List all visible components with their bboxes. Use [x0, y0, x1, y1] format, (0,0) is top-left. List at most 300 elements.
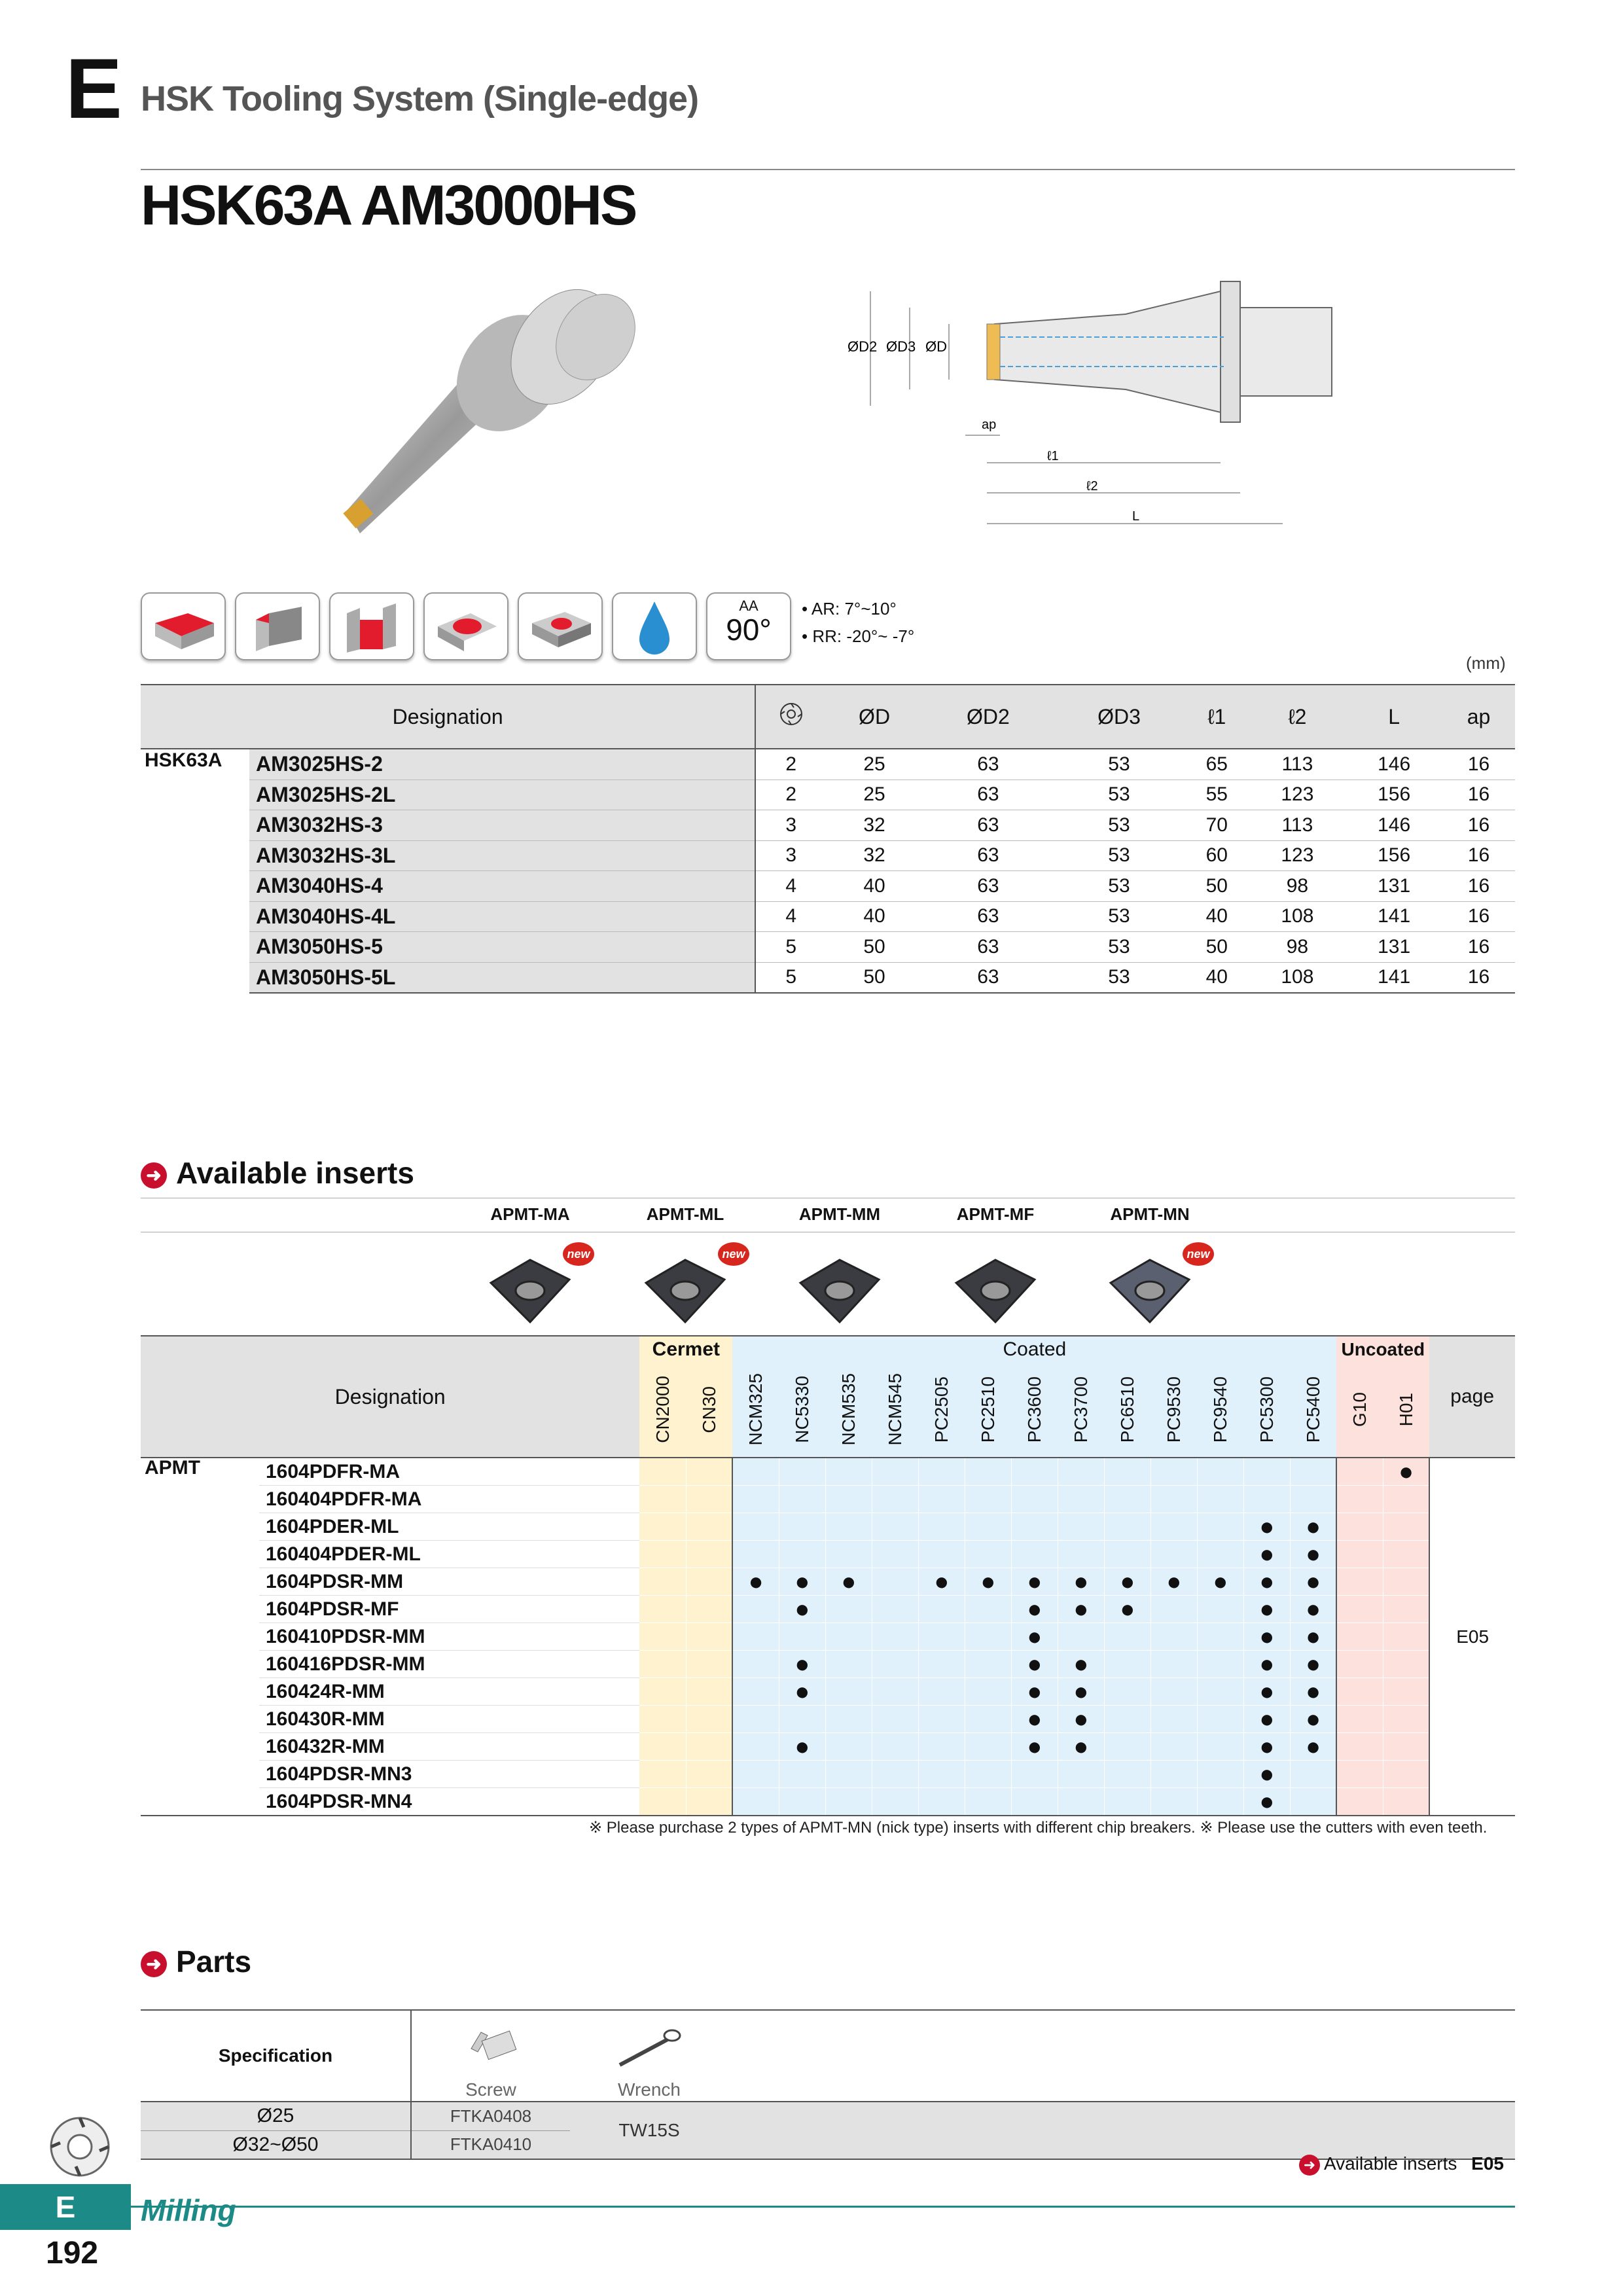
holder-photo	[321, 275, 668, 537]
spec-cell-d3: 53	[1054, 810, 1185, 841]
grade-cell	[1336, 1706, 1383, 1733]
insert-row	[141, 1568, 1515, 1596]
spec-cell-d2: 63	[923, 840, 1054, 871]
grade-cell	[965, 1458, 1011, 1486]
grade-cell	[825, 1678, 872, 1706]
spec-cell-z: 3	[755, 810, 826, 841]
grade-cell	[965, 1541, 1011, 1568]
approach-angle-box	[706, 592, 791, 660]
grade-cell	[1336, 1788, 1383, 1816]
grade-cell	[639, 1568, 686, 1596]
arrow-icon: ➜	[141, 1162, 167, 1189]
grade-cell: ●	[1011, 1651, 1058, 1678]
grade-cell	[1383, 1568, 1429, 1596]
grade-cell	[686, 1568, 732, 1596]
spec-row	[141, 810, 1515, 841]
grade-cell	[825, 1541, 872, 1568]
grade-cell	[732, 1651, 779, 1678]
grade-cell	[1383, 1596, 1429, 1623]
grade-cell	[686, 1623, 732, 1651]
parts-title-text: Parts	[176, 1945, 252, 1979]
insert-grade-table	[141, 1335, 1515, 1816]
grade-cell	[686, 1788, 732, 1816]
grade-header	[732, 1362, 779, 1458]
insert-type-labels	[141, 1204, 1515, 1230]
grade-cell: ●	[779, 1568, 825, 1596]
grade-cell	[1058, 1788, 1104, 1816]
arrow-icon: ➜	[141, 1951, 167, 1977]
grade-cell	[639, 1513, 686, 1541]
parts-wrench: TW15S	[618, 2120, 680, 2140]
grade-header	[639, 1362, 686, 1458]
grade-cell	[1197, 1733, 1243, 1761]
grade-cell	[918, 1486, 965, 1513]
insert-row	[141, 1623, 1515, 1651]
grade-cell	[825, 1706, 872, 1733]
grade-cell	[639, 1733, 686, 1761]
side-milling-icon	[329, 592, 414, 660]
grade-cell	[825, 1458, 872, 1486]
spec-row	[141, 932, 1515, 963]
spec-cell-d2: 63	[923, 810, 1054, 841]
grade-cell	[825, 1596, 872, 1623]
angle-label: AA	[739, 598, 758, 614]
grade-cell	[686, 1706, 732, 1733]
arrow-icon: ➜	[1299, 2155, 1320, 2176]
spec-group-label: HSK63A	[145, 749, 223, 771]
spec-cell-ap: 16	[1442, 840, 1515, 871]
grade-cell	[1197, 1458, 1243, 1486]
spec-cell-d2: 63	[923, 932, 1054, 963]
insert-row	[141, 1596, 1515, 1623]
grade-cell	[965, 1733, 1011, 1761]
l2-label: ℓ2	[1086, 479, 1098, 493]
grade-cell	[965, 1486, 1011, 1513]
grade-cell	[1150, 1788, 1197, 1816]
parts-spec-2: Ø32~Ø50	[141, 2130, 411, 2159]
grade-cell	[965, 1678, 1011, 1706]
grade-cell	[1197, 1651, 1243, 1678]
grade-header	[965, 1362, 1011, 1458]
grade-header	[1383, 1362, 1429, 1458]
grade-cell	[1197, 1761, 1243, 1788]
spec-row	[141, 749, 1515, 780]
grade-cell	[1243, 1486, 1290, 1513]
grade-cell	[872, 1761, 918, 1788]
grade-cell	[872, 1541, 918, 1568]
grade-cell	[1336, 1513, 1383, 1541]
grade-cell	[1336, 1596, 1383, 1623]
grade-cell	[1197, 1678, 1243, 1706]
grade-cell: ●	[1290, 1706, 1336, 1733]
grade-cell	[732, 1596, 779, 1623]
grade-cell: ●	[1011, 1596, 1058, 1623]
grade-cell	[732, 1733, 779, 1761]
grade-cell	[965, 1788, 1011, 1816]
grade-cell	[639, 1761, 686, 1788]
grade-header	[1150, 1362, 1197, 1458]
grade-cell	[1383, 1761, 1429, 1788]
insert-designation: 160430R-MM	[259, 1706, 639, 1733]
spec-cell-l1: 55	[1185, 780, 1249, 810]
unit-label: (mm)	[1466, 653, 1506, 673]
od2-header: ØD2	[923, 685, 1054, 749]
grade-cell: ●	[1058, 1706, 1104, 1733]
spec-cell-l2: 108	[1249, 901, 1346, 932]
grade-cell	[1383, 1651, 1429, 1678]
grade-cell	[639, 1541, 686, 1568]
od3-header: ØD3	[1054, 685, 1185, 749]
grade-cell	[872, 1596, 918, 1623]
grade-cell: ●	[1058, 1568, 1104, 1596]
grade-cell	[825, 1761, 872, 1788]
spec-cell-ap: 16	[1442, 901, 1515, 932]
grade-cell	[779, 1623, 825, 1651]
insert-designation: 160424R-MM	[259, 1678, 639, 1706]
spec-cell-d3: 53	[1054, 962, 1185, 993]
screw-header	[411, 2010, 570, 2102]
spec-row	[141, 780, 1515, 810]
grade-cell: ●	[779, 1651, 825, 1678]
spec-cell-l2: 108	[1249, 962, 1346, 993]
grade-cell	[732, 1788, 779, 1816]
grade-cell	[872, 1513, 918, 1541]
grade-cell	[1104, 1651, 1150, 1678]
grade-cell	[918, 1623, 965, 1651]
grade-cell	[872, 1486, 918, 1513]
grade-cell	[965, 1623, 1011, 1651]
grade-cell	[686, 1486, 732, 1513]
insert-image	[781, 1237, 899, 1335]
grade-cell: ●	[1243, 1541, 1290, 1568]
grade-cell	[872, 1458, 918, 1486]
grade-cell: ●	[1243, 1761, 1290, 1788]
angle-value: 90°	[726, 613, 772, 647]
axial-rake: • AR: 7°~10°	[802, 599, 897, 619]
insert-row	[141, 1733, 1515, 1761]
grade-cell	[1336, 1458, 1383, 1486]
grade-cell	[1383, 1733, 1429, 1761]
grade-cell	[1011, 1513, 1058, 1541]
grade-cell	[686, 1513, 732, 1541]
grade-cell	[1243, 1458, 1290, 1486]
grade-cell	[1336, 1486, 1383, 1513]
grade-cell: ●	[1104, 1568, 1150, 1596]
grade-cell	[779, 1541, 825, 1568]
screw-icon	[461, 2022, 520, 2075]
grade-label: PC6510	[1116, 1376, 1137, 1443]
grade-cell	[1150, 1651, 1197, 1678]
insert-row	[141, 1486, 1515, 1513]
grade-cell	[825, 1651, 872, 1678]
ap-header: ap	[1442, 685, 1515, 749]
grade-cell: ●	[965, 1568, 1011, 1596]
grade-cell	[779, 1513, 825, 1541]
grade-cell	[965, 1513, 1011, 1541]
spec-designation: AM3032HS-3L	[249, 840, 755, 871]
spec-cell-d3: 53	[1054, 901, 1185, 932]
grade-cell	[1104, 1706, 1150, 1733]
spec-cell-d3: 53	[1054, 840, 1185, 871]
spec-cell-z: 4	[755, 871, 826, 902]
grade-cell	[1104, 1678, 1150, 1706]
L-label: L	[1132, 509, 1140, 524]
grade-cell: ●	[1290, 1541, 1336, 1568]
grade-cell: ●	[1150, 1568, 1197, 1596]
insert-row	[141, 1458, 1515, 1486]
grade-cell	[639, 1486, 686, 1513]
grade-cell	[732, 1623, 779, 1651]
grade-cell	[1104, 1788, 1150, 1816]
l2-header: ℓ2	[1249, 685, 1346, 749]
grade-cell: ●	[1058, 1596, 1104, 1623]
spec-row	[141, 962, 1515, 993]
grade-cell	[686, 1596, 732, 1623]
insert-designation: 1604PDSR-MM	[259, 1568, 639, 1596]
grade-label: PC3600	[1024, 1376, 1044, 1443]
uncoated-header: Uncoated	[1336, 1336, 1429, 1362]
grade-cell	[1336, 1568, 1383, 1596]
grade-header	[825, 1362, 872, 1458]
cutter-icon	[41, 2114, 119, 2179]
spec-cell-L: 146	[1346, 749, 1442, 780]
insert-type-label: APMT-MM	[798, 1204, 881, 1224]
spec-cell-d2: 63	[923, 780, 1054, 810]
grade-cell	[639, 1596, 686, 1623]
grade-cell	[1383, 1788, 1429, 1816]
grade-cell	[1336, 1761, 1383, 1788]
grade-cell	[1383, 1678, 1429, 1706]
grade-cell: ●	[1011, 1678, 1058, 1706]
pocket-milling-icon	[423, 592, 508, 660]
grade-cell	[1197, 1513, 1243, 1541]
radial-rake: • RR: -20°~ -7°	[802, 626, 915, 646]
grade-cell	[1336, 1733, 1383, 1761]
spec-cell-l1: 50	[1185, 932, 1249, 963]
grade-cell	[1290, 1788, 1336, 1816]
grade-cell	[918, 1596, 965, 1623]
grade-cell	[732, 1541, 779, 1568]
grade-cell: ●	[779, 1733, 825, 1761]
grade-cell	[1197, 1706, 1243, 1733]
grade-cell	[1104, 1458, 1150, 1486]
grade-cell	[1290, 1458, 1336, 1486]
grade-label: NC5330	[791, 1376, 812, 1443]
grade-cell	[779, 1458, 825, 1486]
grade-cell	[732, 1706, 779, 1733]
grade-cell	[1058, 1486, 1104, 1513]
od2-label: ØD2	[847, 338, 878, 355]
grade-cell	[686, 1733, 732, 1761]
grade-label: PC5400	[1302, 1376, 1323, 1443]
grade-cell	[825, 1623, 872, 1651]
spec-cell-L: 141	[1346, 962, 1442, 993]
grade-label: CN30	[698, 1386, 719, 1433]
insert-designation: 1604PDER-ML	[259, 1513, 639, 1541]
spec-cell-l2: 98	[1249, 871, 1346, 902]
grade-cell	[1011, 1458, 1058, 1486]
spec-cell-d: 40	[826, 901, 923, 932]
spec-row	[141, 840, 1515, 871]
spec-designation: AM3040HS-4	[249, 871, 755, 902]
wrench-icon	[610, 2022, 688, 2075]
parts-table	[141, 2009, 1515, 2160]
grade-cell	[1104, 1733, 1150, 1761]
spec-cell-l2: 98	[1249, 932, 1346, 963]
grade-cell	[918, 1651, 965, 1678]
spec-cell-d: 25	[826, 780, 923, 810]
grade-cell	[1058, 1458, 1104, 1486]
cermet-header: Cermet	[639, 1336, 732, 1362]
spec-cell-l1: 60	[1185, 840, 1249, 871]
grade-cell	[1011, 1486, 1058, 1513]
grade-cell	[639, 1458, 686, 1486]
grade-cell	[779, 1486, 825, 1513]
grade-cell: ●	[1058, 1678, 1104, 1706]
spec-cell-z: 4	[755, 901, 826, 932]
new-badge: new	[1183, 1242, 1214, 1266]
spec-cell-d3: 53	[1054, 932, 1185, 963]
grade-cell	[732, 1761, 779, 1788]
spec-cell-ap: 16	[1442, 749, 1515, 780]
grade-cell: ●	[1243, 1651, 1290, 1678]
dimension-drawing	[831, 278, 1355, 540]
ins-designation-header: Designation	[141, 1336, 639, 1458]
grade-cell	[686, 1541, 732, 1568]
grade-cell	[1383, 1706, 1429, 1733]
inserts-title-text: Available inserts	[176, 1156, 414, 1190]
inserts-note: ※ Please purchase 2 types of APMT-MN (nick type) inserts with different chip breakers. ※ Please use the cutters with even teeth.	[589, 1819, 1488, 1837]
grade-cell	[872, 1568, 918, 1596]
grade-header	[1243, 1362, 1290, 1458]
product-title: HSK63A AM3000HS	[141, 174, 636, 237]
grade-cell	[1104, 1486, 1150, 1513]
insert-type-label: APMT-ML	[646, 1204, 724, 1224]
grade-cell	[918, 1513, 965, 1541]
grade-header	[1058, 1362, 1104, 1458]
insert-images	[141, 1237, 1515, 1335]
grade-cell	[965, 1596, 1011, 1623]
insert-row	[141, 1513, 1515, 1541]
spec-cell-d2: 63	[923, 901, 1054, 932]
inserts-title	[141, 1155, 414, 1191]
grade-header	[1336, 1362, 1383, 1458]
grade-cell: ●	[1290, 1651, 1336, 1678]
spec-cell-d: 32	[826, 810, 923, 841]
grade-cell	[872, 1678, 918, 1706]
grade-label: PC9540	[1209, 1376, 1230, 1443]
insert-designation: 160416PDSR-MM	[259, 1651, 639, 1678]
insert-designation: 1604PDSR-MN3	[259, 1761, 639, 1788]
grade-cell: ●	[825, 1568, 872, 1596]
parts-title	[141, 1944, 251, 1979]
grade-cell	[1197, 1788, 1243, 1816]
grade-cell	[1290, 1761, 1336, 1788]
footer-ref-page: E05	[1471, 2153, 1504, 2174]
grade-cell: ●	[1011, 1733, 1058, 1761]
grade-cell	[1197, 1541, 1243, 1568]
grade-label: PC2505	[931, 1376, 952, 1443]
od-label: ØD	[925, 338, 947, 355]
spec-cell-L: 156	[1346, 780, 1442, 810]
parts-screw-1: FTKA0408	[411, 2102, 570, 2130]
spec-cell-d2: 63	[923, 871, 1054, 902]
insert-image	[936, 1237, 1054, 1335]
spec-cell-d: 40	[826, 871, 923, 902]
grade-cell: ●	[779, 1596, 825, 1623]
grade-cell: ●	[1383, 1458, 1429, 1486]
grade-cell	[1104, 1513, 1150, 1541]
grade-cell	[1150, 1623, 1197, 1651]
grade-cell	[1011, 1761, 1058, 1788]
grade-cell	[686, 1678, 732, 1706]
section-letter: E	[65, 41, 122, 136]
grade-header	[918, 1362, 965, 1458]
parts-spec-1: Ø25	[141, 2102, 411, 2130]
spec-cell-d2: 63	[923, 962, 1054, 993]
grade-cell: ●	[1290, 1733, 1336, 1761]
grade-cell	[639, 1623, 686, 1651]
header-divider	[141, 169, 1515, 170]
footer-ref[interactable]	[1299, 2153, 1504, 2176]
spec-cell-z: 5	[755, 962, 826, 993]
insert-page-ref[interactable]: E05	[1456, 1626, 1489, 1647]
new-badge: new	[563, 1242, 594, 1266]
grade-cell	[965, 1706, 1011, 1733]
footer-ref-label: Available inserts	[1324, 2153, 1457, 2174]
grade-cell	[918, 1541, 965, 1568]
insert-group-label: APMT	[145, 1457, 200, 1479]
grade-header	[1011, 1362, 1058, 1458]
grade-cell	[1150, 1513, 1197, 1541]
insert-type-label: APMT-MA	[490, 1204, 570, 1224]
insert-type-label: APMT-MN	[1110, 1204, 1190, 1224]
grade-cell	[1150, 1458, 1197, 1486]
grade-cell	[779, 1761, 825, 1788]
grade-cell	[1150, 1706, 1197, 1733]
wrench-header	[570, 2010, 728, 2102]
grade-cell	[686, 1761, 732, 1788]
insert-row	[141, 1541, 1515, 1568]
grade-cell: ●	[1058, 1651, 1104, 1678]
grade-cell	[686, 1651, 732, 1678]
grade-cell	[1058, 1513, 1104, 1541]
grade-label: NCM535	[838, 1373, 859, 1446]
grade-cell	[825, 1733, 872, 1761]
grade-cell	[1150, 1486, 1197, 1513]
insert-row	[141, 1788, 1515, 1816]
spec-cell-ap: 16	[1442, 810, 1515, 841]
grade-cell: ●	[1290, 1678, 1336, 1706]
grade-cell	[1104, 1623, 1150, 1651]
slotting-icon	[235, 592, 320, 660]
insert-row	[141, 1678, 1515, 1706]
grade-cell	[1383, 1486, 1429, 1513]
grade-cell	[1290, 1486, 1336, 1513]
grade-label: G10	[1349, 1392, 1370, 1427]
spec-cell-l2: 123	[1249, 780, 1346, 810]
grade-label: PC5300	[1256, 1376, 1277, 1443]
grade-cell	[872, 1706, 918, 1733]
grade-label: PC2510	[977, 1376, 998, 1443]
grade-cell: ●	[918, 1568, 965, 1596]
grade-cell: ●	[1290, 1596, 1336, 1623]
grade-cell	[1150, 1596, 1197, 1623]
spec-cell-ap: 16	[1442, 962, 1515, 993]
grade-cell: ●	[732, 1568, 779, 1596]
grade-cell	[1336, 1651, 1383, 1678]
grade-label: H01	[1395, 1392, 1416, 1427]
